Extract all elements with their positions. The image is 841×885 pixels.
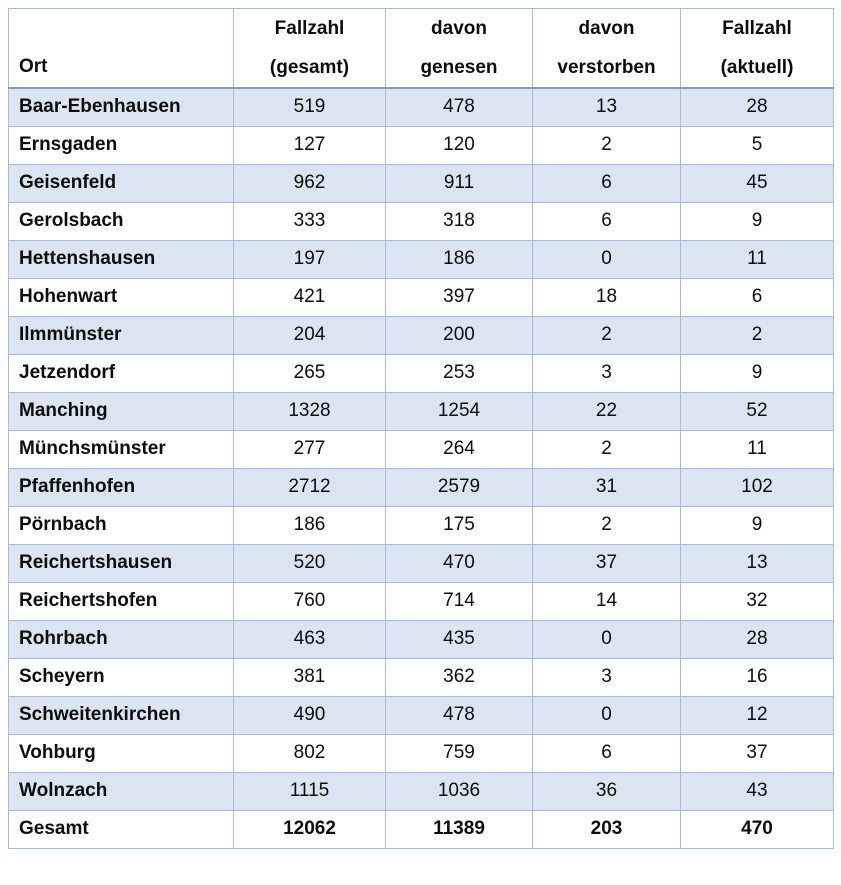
davon-verstorben-cell: 203 bbox=[533, 810, 681, 848]
fallzahl-aktuell-cell: 52 bbox=[681, 392, 834, 430]
total-row bbox=[9, 810, 834, 848]
fallzahl-aktuell-cell: 9 bbox=[681, 202, 834, 240]
fallzahl-aktuell-cell: 32 bbox=[681, 582, 834, 620]
table-row bbox=[9, 164, 834, 202]
case-table-container bbox=[8, 8, 834, 849]
col-header-line2: verstorben bbox=[557, 57, 656, 78]
col-header-davon-verstorben bbox=[533, 9, 681, 89]
table-row bbox=[9, 278, 834, 316]
davon-verstorben-cell: 31 bbox=[533, 468, 681, 506]
davon-verstorben-cell: 6 bbox=[533, 734, 681, 772]
fallzahl-aktuell-cell: 9 bbox=[681, 506, 834, 544]
col-header-fallzahl-gesamt bbox=[234, 9, 386, 89]
table-row bbox=[9, 392, 834, 430]
davon-genesen-cell: 11389 bbox=[386, 810, 533, 848]
davon-verstorben-cell: 13 bbox=[533, 88, 681, 126]
ort-cell: Ilmmünster bbox=[9, 316, 234, 354]
table-row bbox=[9, 544, 834, 582]
ort-cell: Münchsmünster bbox=[9, 430, 234, 468]
davon-genesen-cell: 478 bbox=[386, 88, 533, 126]
ort-cell: Pfaffenhofen bbox=[9, 468, 234, 506]
fallzahl-aktuell-cell: 9 bbox=[681, 354, 834, 392]
fallzahl-aktuell-cell: 12 bbox=[681, 696, 834, 734]
davon-genesen-cell: 397 bbox=[386, 278, 533, 316]
davon-verstorben-cell: 6 bbox=[533, 164, 681, 202]
fallzahl-aktuell-cell: 470 bbox=[681, 810, 834, 848]
davon-genesen-cell: 186 bbox=[386, 240, 533, 278]
ort-cell: Vohburg bbox=[9, 734, 234, 772]
fallzahl-gesamt-cell: 277 bbox=[234, 430, 386, 468]
ort-cell: Gerolsbach bbox=[9, 202, 234, 240]
fallzahl-gesamt-cell: 204 bbox=[234, 316, 386, 354]
col-header-line1: Fallzahl bbox=[722, 18, 792, 39]
davon-genesen-cell: 253 bbox=[386, 354, 533, 392]
davon-genesen-cell: 714 bbox=[386, 582, 533, 620]
davon-verstorben-cell: 22 bbox=[533, 392, 681, 430]
davon-verstorben-cell: 14 bbox=[533, 582, 681, 620]
table-row bbox=[9, 468, 834, 506]
davon-genesen-cell: 759 bbox=[386, 734, 533, 772]
col-header-ort: Ort bbox=[9, 9, 234, 89]
fallzahl-gesamt-cell: 802 bbox=[234, 734, 386, 772]
ort-cell: Reichertshausen bbox=[9, 544, 234, 582]
fallzahl-gesamt-cell: 127 bbox=[234, 126, 386, 164]
col-header-line2: (gesamt) bbox=[269, 57, 350, 78]
davon-verstorben-cell: 37 bbox=[533, 544, 681, 582]
ort-cell: Hettenshausen bbox=[9, 240, 234, 278]
ort-cell: Scheyern bbox=[9, 658, 234, 696]
ort-cell: Pörnbach bbox=[9, 506, 234, 544]
table-row bbox=[9, 430, 834, 468]
fallzahl-aktuell-cell: 16 bbox=[681, 658, 834, 696]
fallzahl-gesamt-cell: 1115 bbox=[234, 772, 386, 810]
table-row bbox=[9, 506, 834, 544]
davon-verstorben-cell: 0 bbox=[533, 620, 681, 658]
ort-cell: Gesamt bbox=[9, 810, 234, 848]
fallzahl-gesamt-cell: 421 bbox=[234, 278, 386, 316]
table-row bbox=[9, 88, 834, 126]
davon-genesen-cell: 1254 bbox=[386, 392, 533, 430]
fallzahl-gesamt-cell: 186 bbox=[234, 506, 386, 544]
fallzahl-gesamt-cell: 265 bbox=[234, 354, 386, 392]
ort-cell: Wolnzach bbox=[9, 772, 234, 810]
davon-genesen-cell: 435 bbox=[386, 620, 533, 658]
fallzahl-gesamt-cell: 760 bbox=[234, 582, 386, 620]
ort-cell: Reichertshofen bbox=[9, 582, 234, 620]
col-header-line1: davon bbox=[578, 18, 635, 39]
col-header-davon-genesen bbox=[386, 9, 533, 89]
davon-verstorben-cell: 36 bbox=[533, 772, 681, 810]
davon-verstorben-cell: 2 bbox=[533, 126, 681, 164]
col-header-line2: (aktuell) bbox=[720, 57, 794, 78]
davon-genesen-cell: 175 bbox=[386, 506, 533, 544]
davon-genesen-cell: 362 bbox=[386, 658, 533, 696]
fallzahl-gesamt-cell: 197 bbox=[234, 240, 386, 278]
davon-genesen-cell: 470 bbox=[386, 544, 533, 582]
table-row bbox=[9, 202, 834, 240]
davon-verstorben-cell: 0 bbox=[533, 696, 681, 734]
fallzahl-aktuell-cell: 45 bbox=[681, 164, 834, 202]
davon-verstorben-cell: 18 bbox=[533, 278, 681, 316]
fallzahl-gesamt-cell: 2712 bbox=[234, 468, 386, 506]
davon-verstorben-cell: 2 bbox=[533, 430, 681, 468]
header-row bbox=[9, 9, 834, 89]
table-body bbox=[9, 88, 834, 848]
ort-cell: Jetzendorf bbox=[9, 354, 234, 392]
fallzahl-gesamt-cell: 490 bbox=[234, 696, 386, 734]
fallzahl-gesamt-cell: 519 bbox=[234, 88, 386, 126]
ort-cell: Baar-Ebenhausen bbox=[9, 88, 234, 126]
case-table bbox=[8, 8, 834, 849]
ort-cell: Manching bbox=[9, 392, 234, 430]
fallzahl-gesamt-cell: 333 bbox=[234, 202, 386, 240]
table-row bbox=[9, 734, 834, 772]
davon-genesen-cell: 264 bbox=[386, 430, 533, 468]
fallzahl-aktuell-cell: 11 bbox=[681, 430, 834, 468]
davon-genesen-cell: 318 bbox=[386, 202, 533, 240]
fallzahl-aktuell-cell: 6 bbox=[681, 278, 834, 316]
davon-verstorben-cell: 3 bbox=[533, 354, 681, 392]
fallzahl-gesamt-cell: 1328 bbox=[234, 392, 386, 430]
fallzahl-aktuell-cell: 2 bbox=[681, 316, 834, 354]
fallzahl-gesamt-cell: 962 bbox=[234, 164, 386, 202]
col-header-line1: davon bbox=[431, 18, 487, 39]
davon-genesen-cell: 911 bbox=[386, 164, 533, 202]
table-row bbox=[9, 620, 834, 658]
col-header-line2: genesen bbox=[420, 57, 498, 78]
table-row bbox=[9, 316, 834, 354]
ort-cell: Ernsgaden bbox=[9, 126, 234, 164]
fallzahl-aktuell-cell: 43 bbox=[681, 772, 834, 810]
fallzahl-gesamt-cell: 463 bbox=[234, 620, 386, 658]
fallzahl-gesamt-cell: 381 bbox=[234, 658, 386, 696]
fallzahl-aktuell-cell: 5 bbox=[681, 126, 834, 164]
davon-verstorben-cell: 6 bbox=[533, 202, 681, 240]
ort-cell: Hohenwart bbox=[9, 278, 234, 316]
table-row bbox=[9, 354, 834, 392]
davon-verstorben-cell: 0 bbox=[533, 240, 681, 278]
davon-genesen-cell: 478 bbox=[386, 696, 533, 734]
table-row bbox=[9, 582, 834, 620]
davon-verstorben-cell: 2 bbox=[533, 506, 681, 544]
table-row bbox=[9, 696, 834, 734]
fallzahl-aktuell-cell: 28 bbox=[681, 620, 834, 658]
fallzahl-aktuell-cell: 28 bbox=[681, 88, 834, 126]
davon-genesen-cell: 120 bbox=[386, 126, 533, 164]
table-row bbox=[9, 126, 834, 164]
table-row bbox=[9, 772, 834, 810]
fallzahl-aktuell-cell: 13 bbox=[681, 544, 834, 582]
fallzahl-aktuell-cell: 11 bbox=[681, 240, 834, 278]
davon-genesen-cell: 200 bbox=[386, 316, 533, 354]
davon-genesen-cell: 1036 bbox=[386, 772, 533, 810]
table-row bbox=[9, 658, 834, 696]
col-header-line1: Fallzahl bbox=[274, 18, 345, 39]
ort-cell: Rohrbach bbox=[9, 620, 234, 658]
ort-cell: Schweitenkirchen bbox=[9, 696, 234, 734]
col-header-fallzahl-aktuell bbox=[681, 9, 834, 89]
davon-verstorben-cell: 3 bbox=[533, 658, 681, 696]
table-header bbox=[9, 9, 834, 89]
fallzahl-gesamt-cell: 520 bbox=[234, 544, 386, 582]
fallzahl-aktuell-cell: 37 bbox=[681, 734, 834, 772]
table-row bbox=[9, 240, 834, 278]
davon-genesen-cell: 2579 bbox=[386, 468, 533, 506]
fallzahl-gesamt-cell: 12062 bbox=[234, 810, 386, 848]
fallzahl-aktuell-cell: 102 bbox=[681, 468, 834, 506]
davon-verstorben-cell: 2 bbox=[533, 316, 681, 354]
ort-cell: Geisenfeld bbox=[9, 164, 234, 202]
